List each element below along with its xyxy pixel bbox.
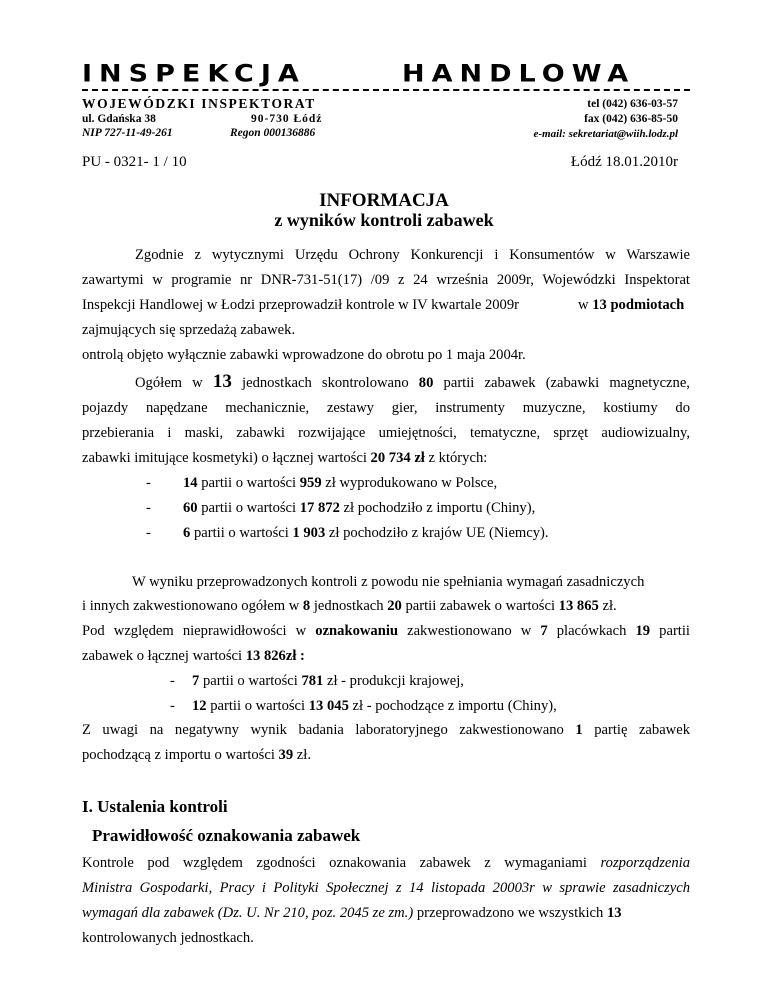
text-span: jednostkach skontrolowano (242, 375, 409, 391)
highlight-value: 39 (278, 747, 294, 763)
text-span: partii zabawek o wartości (405, 598, 556, 614)
text-span: partii o wartości (206, 698, 309, 714)
text-span: zł - pochodzące z importu (Chiny), (348, 698, 557, 714)
italic-span: wymagań dla zabawek (Dz. U. Nr 210, poz. 2045 ze zm.) (82, 905, 414, 921)
regon-number: Regon 000136886 (230, 127, 316, 139)
nip-number: NIP 727-11-49-261 (82, 127, 173, 139)
logo-word-handlowa: HANDLOWA (402, 60, 636, 88)
list-item (146, 525, 151, 542)
text-span: partii zabawek (zabawki magnetyczne, (443, 375, 690, 391)
text-span: Inspekcji Handlowej w Łodzi przeprowadził kontrole w IV kwartale 2009r (82, 297, 520, 313)
highlight-value: 781 (301, 673, 324, 689)
logo-word-inspekcja: INSPEKCJA (82, 60, 306, 88)
highlight-value: 13 865 (558, 598, 599, 614)
paragraph-line (578, 297, 684, 314)
highlight-term: oznakowaniu (315, 623, 399, 639)
paragraph-line: Zgodnie z wytycznymi Urzędu Ochrony Konkurencji i Konsumentów w Warszawie (135, 247, 690, 263)
paragraph-line (82, 855, 690, 872)
street-address: ul. Gdańska 38 (82, 113, 156, 125)
highlight-value: 13 826zł : (245, 648, 305, 664)
text-span: zł. (296, 747, 311, 763)
inspectorate-name: WOJEWÓDZKI INSPEKTORAT (82, 96, 316, 111)
place-date: Łódź 18.01.2010r (570, 154, 678, 170)
list-dash: - (146, 475, 151, 491)
paragraph-line (82, 623, 690, 640)
text-span: partii o wartości (197, 475, 300, 491)
text-span: zakwestionowano w (407, 623, 532, 639)
text-span: partii o wartości (197, 500, 300, 516)
highlight-count: 60 (183, 500, 198, 516)
highlight-value: 20 734 zł (370, 450, 425, 466)
italic-span: Ministra Gospodarki, Pracy i Polityki Społecznej z 14 listopada 20003r w sprawie zasadniczych (82, 880, 690, 896)
text-span: partii o wartości (199, 673, 302, 689)
text-span: zł - produkcji krajowej, (323, 673, 464, 689)
text-span: zł pochodziło z krajów UE (Niemcy). (325, 525, 549, 541)
highlight-value: 17 872 (299, 500, 340, 516)
list-dash: - (146, 525, 151, 541)
paragraph-line (82, 722, 690, 739)
text-span: w (578, 297, 589, 313)
paragraph-line (82, 747, 311, 764)
paragraph-line: zajmujących się sprzedażą zabawek. (82, 322, 296, 338)
text-span: partię zabawek (594, 722, 690, 738)
paragraph-line (135, 371, 690, 393)
list-item (192, 698, 557, 715)
text-span: zł. (602, 598, 617, 614)
highlight-value: 1 903 (292, 525, 326, 541)
list-item (146, 475, 151, 492)
section-subheading: Prawidłowość oznakowania zabawek (92, 826, 361, 845)
letterhead-divider (82, 89, 690, 91)
document-title: INFORMACJA (319, 190, 449, 211)
document-subtitle: z wyników kontroli zabawek (274, 210, 494, 230)
highlight-count: 80 (418, 375, 434, 391)
highlight-count: 13 (212, 371, 232, 392)
paragraph-line (82, 297, 519, 314)
highlight-count: 7 (540, 623, 548, 639)
list-dash: - (146, 500, 151, 516)
text-span: przeprowadzono we wszystkich (416, 905, 604, 921)
inspekcja-handlowa-logo (82, 61, 692, 88)
reference-number: PU - 0321- 1 / 10 (82, 154, 187, 170)
email-address: e-mail: sekretariat@wiih.lodz.pl (533, 128, 678, 140)
paragraph-line: pojazdy napędzane mechanicznie, zestawy gier, instrumenty muzyczne, kostiumy do (82, 400, 690, 416)
text-span: zabawek o łącznej wartości (82, 648, 243, 664)
list-item (146, 500, 151, 517)
list-dash: - (170, 698, 175, 714)
text-span: zabawki imitujące kosmetyki) o łącznej wartości (82, 450, 367, 466)
paragraph-line (82, 648, 305, 665)
list-item (170, 698, 175, 715)
text-span: Z uwagi na negatywny wynik badania laboratoryjnego zakwestionowano (82, 722, 564, 738)
text-span: zł wyprodukowano w Polsce, (321, 475, 498, 491)
paragraph-line (82, 880, 690, 897)
postal-city: 90-730 Łódź (251, 113, 323, 125)
highlight-count: 13 (606, 905, 622, 921)
text-span: i innych zakwestionowano ogółem w (82, 598, 300, 614)
section-heading: I. Ustalenia kontroli (82, 797, 228, 816)
list-item (192, 673, 464, 690)
text-span: Kontrole pod względem zgodności oznakowania zabawek z wymaganiami (82, 855, 587, 871)
paragraph-line (82, 450, 487, 467)
highlight-count: 1 (575, 722, 583, 738)
highlight-count: 20 (387, 598, 402, 614)
highlight-count: 8 (302, 598, 311, 614)
paragraph-line (82, 598, 617, 615)
text-span: z których: (428, 450, 488, 466)
text-span: zł pochodziło z importu (Chiny), (339, 500, 536, 516)
list-item (183, 475, 497, 492)
text-span: partii o wartości (190, 525, 293, 541)
highlight-count: 13 podmiotach (592, 297, 685, 313)
phone-number: tel (042) 636-03-57 (587, 98, 678, 110)
text-span: placówkach (556, 623, 627, 639)
fax-number: fax (042) 636-85-50 (584, 113, 678, 125)
highlight-count: 14 (183, 475, 198, 491)
highlight-count: 6 (183, 525, 191, 541)
paragraph-line: zawartymi w programie nr DNR-731-51(17) /09 z 24 września 2009r, Wojewódzki Inspektorat (82, 272, 690, 288)
paragraph-line: kontrolowanych jednostkach. (82, 930, 254, 946)
highlight-value: 13 045 (308, 698, 349, 714)
italic-span: rozporządzenia (600, 855, 690, 871)
paragraph-line: W wyniku przeprowadzonych kontroli z powodu nie spełniania wymagań zasadniczych (132, 574, 645, 590)
highlight-count: 19 (635, 623, 651, 639)
list-item (183, 525, 549, 542)
paragraph-line: ontrolą objęto wyłącznie zabawki wprowadzone do obrotu po 1 maja 2004r. (82, 347, 526, 363)
paragraph-line (82, 905, 622, 922)
list-item (170, 673, 175, 690)
highlight-count: 7 (192, 673, 200, 689)
list-item (183, 500, 535, 517)
text-span: jednostkach (313, 598, 384, 614)
text-span: pochodzącą z importu o wartości (82, 747, 275, 763)
text-span: Ogółem w (135, 375, 203, 391)
text-span: Pod względem nieprawidłowości w (82, 623, 307, 639)
highlight-count: 12 (192, 698, 207, 714)
list-dash: - (170, 673, 175, 689)
highlight-value: 959 (299, 475, 322, 491)
paragraph-line: przebierania i maski, zabawki rozwijające umiejętności, tematyczne, sprzęt audiowizualny, (82, 425, 690, 441)
text-span: partii (659, 623, 690, 639)
